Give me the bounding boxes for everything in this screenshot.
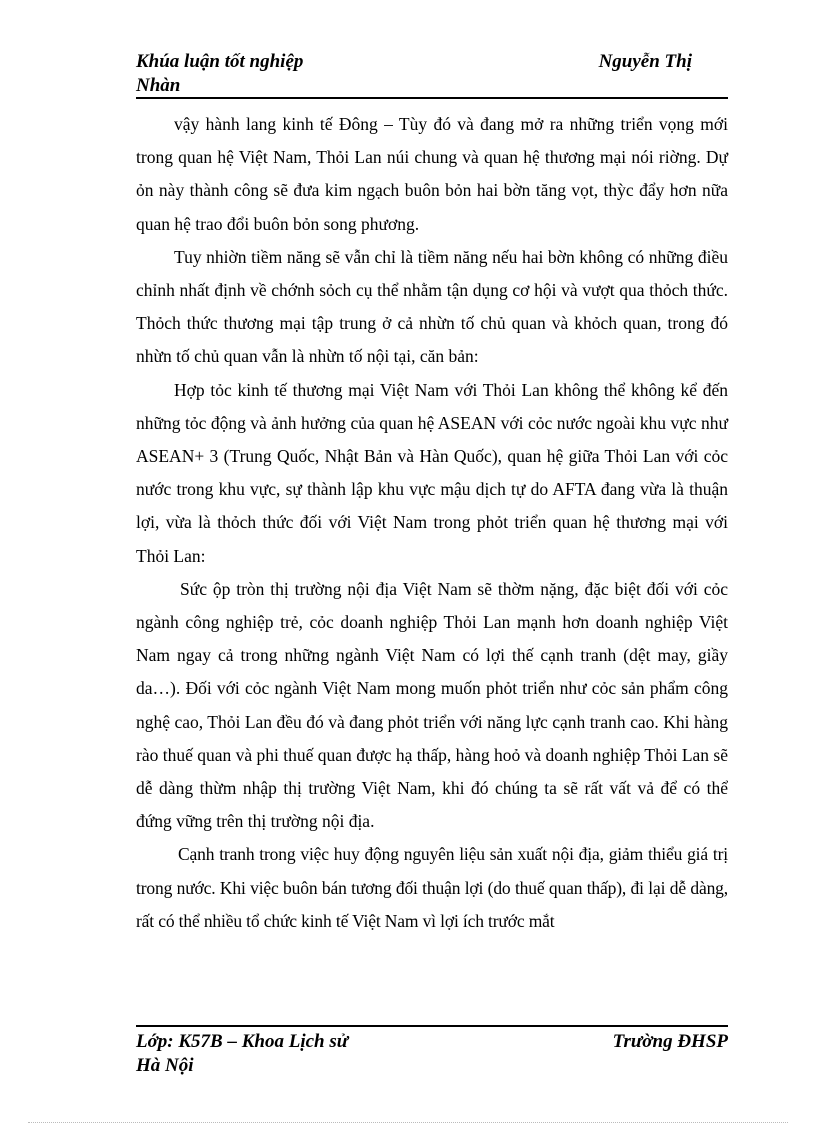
header-author-name-continued: Nhàn [136, 75, 181, 96]
footer-class-label: Lớp: K57B – Khoa Lịch sử [136, 1031, 349, 1052]
paragraph-5: Cạnh tranh trong việc huy động nguyên liệu sản xuất nội địa, giảm thiểu giá trị trong nước. Khi việc buôn bán tương đối thuận lợi (do thuế quan thấp), đi lại dễ dàng, rất có thể nhiều tổ chức kinh tế Việt Nam vì lợi ích trước mắt [136, 844, 728, 931]
header-thesis-label: Khúa luận tốt nghiệp [136, 51, 304, 72]
paragraph-3: Hợp tỏc kinh tế thương mại Việt Nam với Thỏi Lan không thể không kể đến những tỏc động và ảnh hưởng của quan hệ ASEAN với cỏc nước ngoài khu vực như ASEAN+ 3 (Trung Quốc, Nhật Bản và Hàn Quốc), quan hệ giữa Thỏi Lan với cỏc nước trong khu vực, sự thành lập khu vực mậu dịch tự do AFTA đang vừa là thuận lợi, vừa là thỏch thức đối với Việt Nam trong phỏt triển quan hệ thương mại với Thỏi Lan: [136, 379, 728, 566]
header-divider [136, 97, 728, 99]
footer-city-label: Hà Nội [136, 1055, 194, 1076]
paragraph-4: Sức ộp tròn thị trường nội địa Việt Nam sẽ thờm nặng, đặc biệt đối với cỏc ngành công nghiệp trẻ, cỏc doanh nghiệp Thỏi Lan mạnh hơn doanh nghiệp Việt Nam ngay cả trong những ngành Việt Nam có lợi thế cạnh tranh (dệt may, giầy da…). Đối với cỏc ngành Việt Nam mong muốn phỏt triển như cỏc sản phẩm công nghệ cao, Thỏi Lan đều đó và đang phỏt triển với năng lực cạnh tranh cao. Khi hàng rào thuế quan và phi thuế quan được hạ thấp, hàng hoỏ và doanh nghiệp Thỏi Lan sẽ dễ dàng thừm nhập thị trường Việt Nam, khi đó chúng ta sẽ rất vất vả để có thể đứng vững trên thị trường nội địa. [136, 578, 728, 832]
footer-row [136, 1030, 728, 1054]
footer-divider [136, 1025, 728, 1027]
header-author-name: Nguyễn Thị [598, 51, 692, 72]
page-header [136, 50, 728, 98]
page-footer [136, 1030, 728, 1078]
paragraph-2: Tuy nhiờn tiềm năng sẽ vẫn chỉ là tiềm năng nếu hai bờn không có những điều chỉnh nhất định về chớnh sỏch cụ thể nhằm tận dụng cơ hội và vượt qua thỏch thức. Thỏch thức thương mại tập trung ở cả nhừn tố chủ quan và khỏch quan, trong đó nhừn tố chủ quan vẫn là nhừn tố nội tại, căn bản: [136, 246, 728, 367]
paragraph-1: vậy hành lang kinh tế Đông – Tùy đó và đang mở ra những triển vọng mới trong quan hệ Việt Nam, Thỏi Lan núi chung và quan hệ thương mại nói riờng. Dự ỏn này thành công sẽ đưa kim ngạch buôn bỏn hai bờn tăng vọt, thỳc đẩy hơn nữa quan hệ trao đổi buôn bỏn song phương. [136, 114, 728, 234]
header-row [136, 50, 728, 74]
page-body [136, 108, 728, 938]
footer-university-label: Trường ĐHSP [612, 1031, 728, 1052]
